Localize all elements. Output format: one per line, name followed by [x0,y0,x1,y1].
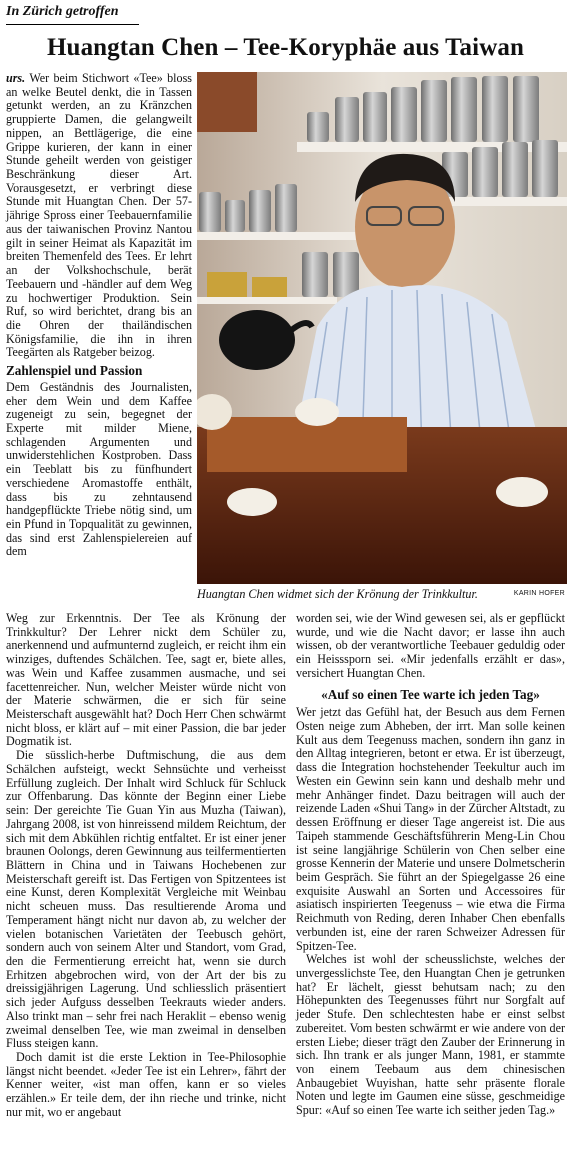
article-column-left-bottom [6,612,286,1120]
paragraph-4-continued: worden sei, wie der Wind gewesen sei, als er gepflückt wurde, und wie die Nacht davor; er lasse ihn auch wissen, ob der verantwortliche Teebauer geduldig oder ein Heisssporn sei. «Mir jedenfalls erzählt er das», versichert Huangtan Chen. [296,611,565,680]
section-rule [6,24,139,25]
paragraph-5: Wer jetzt das Gefühl hat, der Besuch aus dem Fernen Osten neige zum Abheben, der irrt. Man solle keinen Kult aus dem Teegenuss machen, sondern ihn ganz in den Alltag integrieren, betont er etwa. Er ist überzeugt, dass die Integration hochstehender Teekultur auch im Westen ein Gewinn sein kann und deshalb mehr und mehr Anhänger findet. Dazu beitragen will auch der reizende Laden «Shui Tang» in der Zürcher Altstadt, zu dessen Eröffnung er dieser Tage angereist ist. Die aus Taipeh stammende Geschäftsführerin Meng-Lin Chou ist seine langjährige Schülerin von Chen selber eine grosse Kennerin der Materie und unsere Dolmetscherin beim Gespräch. Sie führt an der Spiegelgasse 26 eine exquisite Auswahl an Sorten und Accessoires für asiatisch inspirierten Teegenuss – wie etwa die Firma Reichmuth von Reding, deren Inhaber Chen ebenfalls verbunden ist, eine der raren Schweizer Adressen für Spitzen-Tee. [296,705,565,953]
photo-illustration [197,72,567,584]
article-column-right-bottom [296,612,565,1118]
paragraph-4: Doch damit ist die erste Lektion in Tee-Philosophie längst nicht beendet. «Jeder Tee ist ein Lehrer», fährt der Kenner weiter, «ist man offen, kann er so vieles erzählen.» Er teile dem, der ihn rieche und trinke, nicht nur mit, wo er angebaut [6,1050,286,1119]
paragraph-6: Welches ist wohl der scheusslichste, welches der unvergesslichste Tee, den Huangtan Chen je getrunken hat? Er lächelt, giesst behutsam nach; zu den Höhepunkten des Teegenusses führt nur Sorgfalt auf jeder Stufe. Den schlechtesten habe er einst selbst zubereitet. Vom besten schwärmt er wie andere von der ersten Liebe; dieser trägt den Zauber der Erinnerung in sich. Ihn trank er als junger Mann, 1981, er stammte von einem Teebaum aus dem chinesischen Anbaugebiet Wuyishan, hatte sehr präsente florale Noten und legte im Gaumen eine süsse, geschmeidige Spur: «Auf so einen Tee warte ich seither jeden Tag.» [296,952,565,1118]
paragraph-3: Die süsslich-herbe Duftmischung, die aus dem Schälchen aufsteigt, weckt Sehnsüchte und verheisst Erfüllung zugleich. Der Inhalt wird Schluck für Schluck zur Offenbarung. Das könnte der Beginn einer Liebe sein: Der gereichte Tie Guan Yin aus Muzha (Taiwan), Jahrgang 2008, ist von hinreissend mildem Reichtum, der sich mit dem Abkühlen richtig entfaltet. Er ist einer jener braunen Oolongs, deren Gewinnung aus teilfermentierten Blättern in China und in Taiwans Hochebenen zur Meisterschaft gereift ist. Das Fertigen von Spitzentees ist eine Kunst, deren Komplexität Vergleiche mit Weinbau nicht scheuen muss. Das resultierende Aroma und Temperament hängt nicht nur davon ab, zu welcher der vielen botanischen Varietäten der Teebusch gehört, sondern auch von seinem Alter und Standort, vom Grad, den die Fermentierung erreicht hat, wenn sie durch Erhitzen abgebrochen wird, von der Art der bis zu dreissigjährigen Lagerung. Und schliesslich präsentiert sich jeder Aufguss desselben Teekrauts wieder anders. Also trinkt man – sehr frei nach Heraklit – ebenso wenig zweimal denselben Tee, wie man zweimal in denselben Fluss steigen kann. [6,748,286,1051]
lead-text: Wer beim Stichwort «Tee» bloss an welke Beutel denkt, die in Tassen getunkt werden, an zu Kränzchen gruppierte Damen, die gelangweilt nippen, an Bettlägerige, die eine Grippe kurieren, der kann in einer Stunde geheilt werden von geistiger Beschränkung dieser Art. Vorausgesetzt, er verbringt diese Stunde mit Huangtan Chen. Der 57-jährige Spross einer Teebauernfamilie aus der taiwanischen Provinz Nantou gilt in seiner Heimat als Kapazität im breiten Themenfeld des Tees. Er lehrt an der Volkshochschule, berät Teebauern und -händler auf dem Weg zu hochwertiger Produktion. Sein Ruf, so wird berichtet, drang bis an die Ohren der thailändischen Königsfamilie, die ihn in ihren Teegärten als Ratgeber beizog. [6,71,192,360]
author-initials: urs. [6,71,26,85]
subhead-zahlenspiel: Zahlenspiel und Passion [6,363,143,379]
paragraph-2-bottom: Weg zur Erkenntnis. Der Tee als Krönung der Trinkkultur? Der Lehrer nickt dem Schüler zu, anerkennend und aufmunternd zugleich, er reicht ihm ein winziges, duftendes Schälchen. Tee, sagt er, biete alles, was Wein und Kaffee zusammen ausmache, und sei facettenreicher. Nun, welcher Meister würde nicht von der Materie schwärmen, die er sich für seine Meisterschaft ausgewählt hat? Doch Herr Chen schwärmt nicht bloss, er klärt auf – mit einer Passion, die bar jeder Dogmatik ist. [6,611,286,749]
paragraph-2-top: Dem Geständnis des Journalisten, eher dem Wein und dem Kaffee zugeneigt zu sein, begegnet der Experte mit milder Miene, schlagenden Argumenten und unwiderstehlichen Kostproben. Dass ein Teeblatt bis zu fünfhundert verschiedene Aromastoffe enthält, dass bis zu zehntausend handgepflückte Triebe nötig sind, um ein Pfund in Topqualität zu gewinnen, das sind erst Zahlenspielereien auf dem [6,379,192,559]
photo-credit: KARIN HOFER [513,590,565,597]
article-column-left-top [6,72,192,559]
section-label: In Zürich getroffen [6,4,119,19]
headline: Huangtan Chen – Tee-Koryphäe aus Taiwan [47,34,524,61]
photo-huangtan-chen [197,72,567,584]
subhead-tee-jeden-tag: «Auf so einen Tee warte ich jeden Tag» [321,686,540,702]
photo-caption: Huangtan Chen widmet sich der Krönung der Trinkkultur. [197,587,478,601]
lead-paragraph [6,72,192,360]
